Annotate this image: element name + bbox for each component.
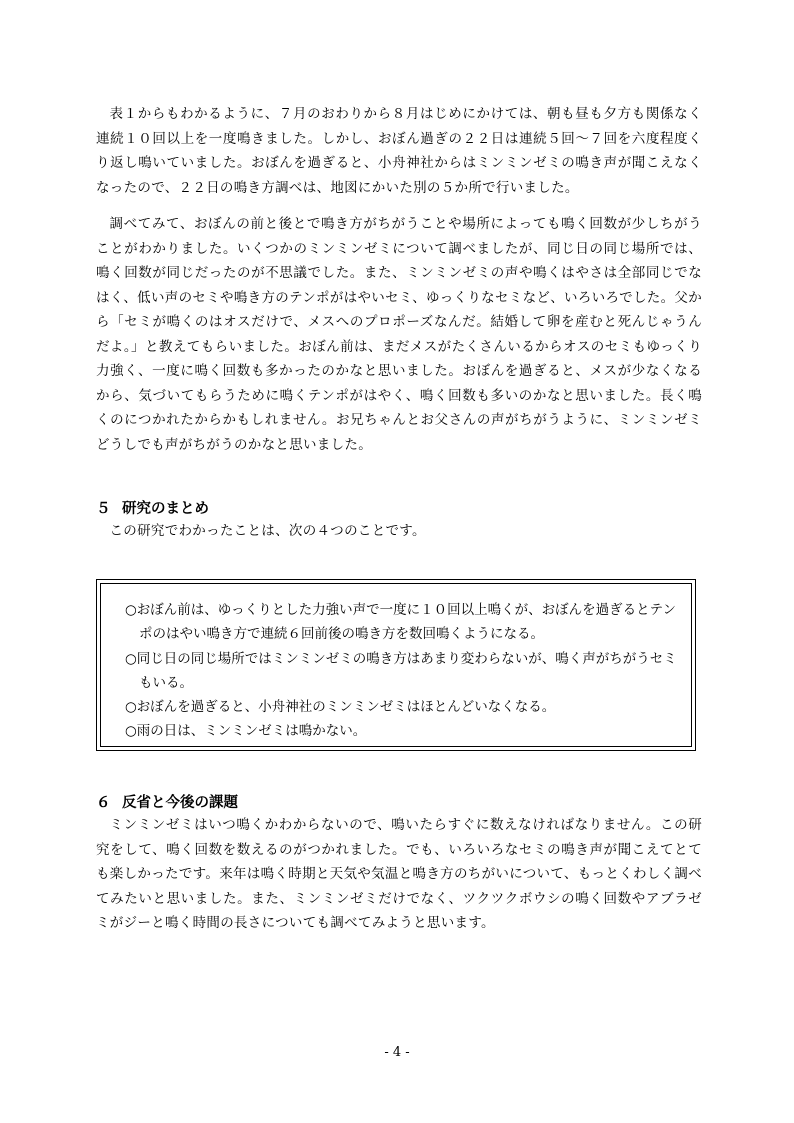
section-6-body: ミンミンゼミはいつ鳴くかわからないので、鳴いたらすぐに数えなければなりません。この研究をして、鳴く回数を数えるのがつかれました。でも、いろいろなセミの鳴き声が聞こえてとても楽しかったです。来年は鳴く時期と天気や気温と鳴き方のちがいについて、もっとくわしく調べてみたいと思いました。また、ミンミンゼミだけでなく、ツクツクボウシの鳴く回数やアブラゼミがジーと鳴く時間の長さについても調べてみようと思います。 [96, 817, 702, 931]
section-5-number: ５ [96, 501, 111, 517]
summary-item-4: ○雨の日は、ミンミンゼミは鳴かない。 [125, 723, 367, 740]
page-number: - 4 - [384, 1045, 410, 1060]
section-6-title: 反省と今後の課題 [122, 795, 238, 811]
summary-item-2: ○同じ日の同じ場所ではミンミンゼミの鳴き方はあまり変わらないが、鳴く声がちがうセミもいる。 [125, 650, 677, 691]
summary-box-inner-border [100, 583, 692, 747]
section-5-title: 研究のまとめ [122, 501, 209, 517]
summary-item-1: ○おぼん前は、ゆっくりとした力強い声で一度に１０回以上鳴くが、おぼんを過ぎるとテンポのはやい鳴き方で連続６回前後の鳴き方を数回鳴くようになる。 [125, 602, 676, 643]
summary-box [96, 579, 696, 751]
section-5-lead: この研究でわかったことは、次の４つのことです。 [109, 523, 426, 539]
section-5-heading [96, 497, 209, 518]
summary-list [125, 598, 685, 744]
intro-paragraph-2: 調べてみて、おぼんの前と後とで鳴き方がちがうことや場所によっても鳴く回数が少しちがうことがわかりました。いくつかのミンミンゼミについて調べましたが、同じ日の同じ場所では、鳴く回数が同じだったのが不思議でした。また、ミンミンゼミの声や鳴くはやさは全部同じでなはく、低い声のセミや鳴き方のテンポがはやいセミ、ゆっくりなセミなど、いろいろでした。父から「セミが鳴くのはオスだけで、メスへのプロポーズなんだ。結婚して卵を産むと死んじゃうんだよ。」と教えてもらいました。おぼん前は、まだメスがたくさんいるからオスのセミもゆっくり力強く、一度に鳴く回数も多かったのかなと思いました。おぼんを過ぎると、メスが少なくなるから、気づいてもらうために鳴くテンポがはやく、鳴く回数も多いのかなと思いました。長く鳴くのにつかれたからかもしれません。お兄ちゃんとお父さんの声がちがうように、ミンミンゼミどうしでも声がちがうのかなと思いました。 [96, 216, 702, 453]
section-6-heading [96, 791, 238, 812]
summary-item-3: ○おぼんを過ぎると、小舟神社のミンミンゼミはほとんどいなくなる。 [125, 699, 556, 716]
intro-paragraph-1: 表１からもわかるように、７月のおわりから８月はじめにかけては、朝も昼も夕方も関係なく連続１０回以上を一度鳴きました。しかし、おぼん過ぎの２２日は連続５回～７回を六度程度くり返し鳴いていました。おぼんを過ぎると、小舟神社からはミンミンゼミの鳴き声が聞こえなくなったので、２２日の鳴き方調べは、地図にかいた別の５か所で行いました。 [96, 106, 702, 196]
section-6-number: ６ [96, 795, 111, 811]
